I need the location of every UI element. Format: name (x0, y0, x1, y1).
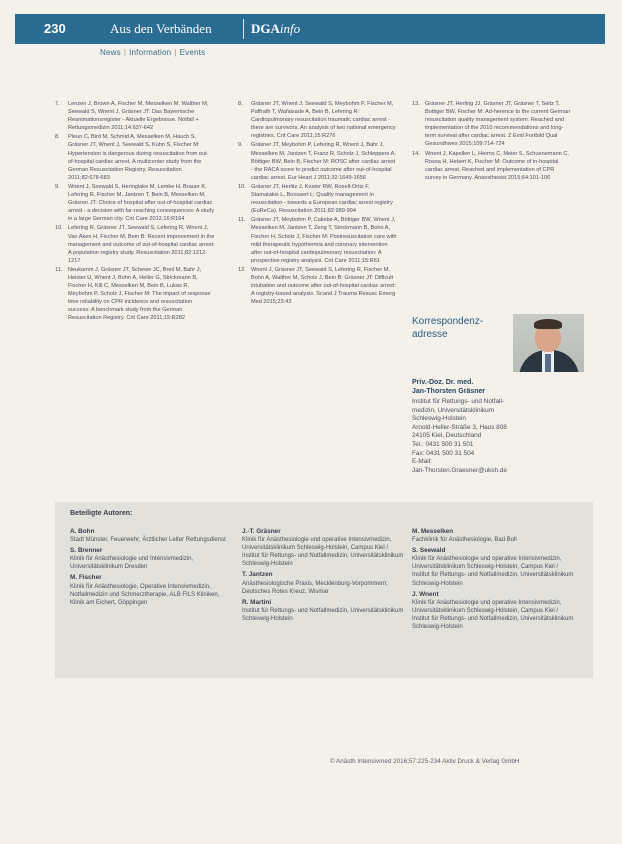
reference-number: 10. (238, 183, 246, 190)
address-line: medizin, Universitätsklinikum (412, 406, 495, 414)
reference-column-2 (238, 100, 398, 307)
brand-suffix: info (279, 21, 301, 36)
author-affiliation: Fachklinik für Anästhesiologie, Bad Boll (412, 537, 517, 544)
author-name: S. Seewald (412, 547, 446, 555)
authors-column-3 (412, 526, 577, 634)
author-name: J.-T. Gräsner (242, 528, 281, 535)
phone-line: Tel.: 0431 500 31 501 (412, 440, 474, 448)
reference-column-3 (412, 100, 572, 183)
brand-prefix: DGA (251, 21, 280, 36)
header-bar (15, 14, 605, 44)
reference-item (238, 100, 398, 140)
reference-text: Wnent J, Kapellen L, Herms C, Meier S, Schuenemann C, Rossa H, Hebert K, Fischer M: Outcome of in-hospital cardiac arrest. Reached and implementation of CPR survey in Germany. Anaesthesist 2015;64:101-106 (425, 150, 569, 181)
correspondence-title: Korrespondenz-adresse (412, 316, 484, 340)
author-affiliation: Klinik für Anästhesiologie und operative Intensivmedizin, Universitätsklinikum Schleswig-Holstein, Campus Kiel / Institut für Rettungs- und Notfallmedizin, Universitätsklinikum Schleswig-Holstein (412, 599, 574, 631)
reference-item (238, 266, 398, 306)
email-label: E-Mail: (412, 458, 432, 466)
address-line: 24105 Kiel, Deutschland (412, 432, 482, 440)
correspondence-name (412, 378, 572, 396)
reference-text: Gräsner JT, Meybohm P, Lefering R, Wnent J, Bahr J, Messelken M, Jantzen T, Franz R, Scholz J, Schleppers A, Böttiger BW, Bein B, Fischer M: ROSC after cardiac arrest - the RACA score to predict outcome after out-of-hospital cardiac arrest. Eur Heart J 2011;32:1649-1656 (251, 142, 396, 181)
reference-text: Wnent J, Seewald S, Heringlake M, Lemke H, Brauer K, Lefering R, Fischer M, Jantzen T, Bein B, Messelken M, Gräsner JT: Choice of hospital after out-of-hospital cardiac arrest - a decision with far-reaching consequences: A study in a large German city. Crit Care 2012;16:R164 (68, 183, 215, 223)
reference-number: 7. (55, 101, 60, 107)
author-name: S. Brenner (70, 547, 103, 555)
reference-text: Gräsner JT, Wnent J, Seewald S, Meybohm P, Fischer M, Paffrath T, Wafaisade A, Bein B, Lefering R: Cardiopulmonary resuscitation traumatic cardiac arrest - there are survivors. An analysis of two national emergency registries. Crit Care 2011;15:R276 (251, 101, 396, 140)
correspondence-name-line1: Priv.-Doz. Dr. med. (412, 379, 474, 386)
subnav: News | Information | Events (100, 48, 206, 57)
reference-item (55, 183, 215, 223)
address-line: Arnold-Heller-Straße 3, Haus 808 (412, 423, 507, 431)
reference-text: Neukamm J, Gräsner JT, Schewe JC, Breil M, Bahr J, Heister U, Wnent J, Bohn A, Heller G, Strickmann B, Fischer H, Kill C, Messelken M, Bein B, Lukas R, Meybohm P, Scholz J, Fischer M: The impact of response time reliability on CPR incidence and resuscitation success: A benchmark study from the German Resuscitation Registry. Crit Care 2011;15:R282 (68, 266, 211, 322)
reference-item (238, 183, 398, 215)
reference-number: 9. (238, 142, 243, 149)
page-footer: © Anästh Intensivmed 2016;57:225-234 Aktiv Druck & Verlag GmbH (330, 758, 520, 765)
reference-item (412, 150, 572, 182)
author-affiliation: Stadt Münster, Feuerwehr; Ärztlicher Leiter Rettungsdienst (70, 537, 226, 544)
author-name: J. Wnent (412, 590, 439, 598)
reference-item (238, 141, 398, 181)
reference-number: 13. (412, 101, 420, 107)
reference-number: 12. (238, 266, 246, 273)
reference-item (238, 216, 398, 265)
reference-text: Gräsner JT, Herling JJ, Gräsner JT, Gräsner T, Seitz T, Bottiger BW, Fischer M: Ad-herence to the current German resuscitation quality management system. Reached and implementation of the 2010 recommendations and long-term survival after cardiac arrest. Z Evid Fortbild Qual Gesundhwes 2015;109:714-724 (425, 101, 571, 148)
reference-text: Lefering R, Gräsner JT, Seewald S, Lefering R, Wnent J, Van Aken H, Fischer M, Bein B: Recent improvement in the management and outcome of out-of-hospital cardiac arrest: A population registry study. Resuscitation 2011;82:1212-1217 (68, 225, 215, 264)
section-title: Aus den Verbänden (110, 21, 212, 36)
reference-number: 10. (55, 225, 63, 232)
subnav-events[interactable]: Events (179, 48, 206, 57)
authors-title: Beteiligte Autoren: (70, 510, 133, 517)
reference-number: 8. (55, 134, 60, 141)
subnav-information[interactable]: Information (129, 48, 172, 57)
subnav-news[interactable]: News (100, 48, 121, 57)
reference-item (55, 133, 215, 182)
correspondence-address (412, 398, 582, 475)
fax-line: Fax: 0431 500 31 504 (412, 449, 475, 457)
correspondence-box (412, 314, 584, 372)
author-photo (513, 314, 584, 372)
reference-text: Pleun C, Bird M, Schmid A, Messelken M, Hauch S, Gräsner JT, Wnent J, Seewald S, Kuhn S, Fischer M: Hypertension is dangerous during resuscitation from out-of-hospital cardiac arrest. A multicenter study from the German Resuscitation Registry. Resuscitation 2011;82:678-683 (68, 134, 209, 181)
address-line: Schleswig-Holstein (412, 415, 466, 423)
reference-item (55, 224, 215, 264)
correspondence-name-line2: Jan-Thorsten Gräsner (412, 388, 486, 395)
author-affiliation: Klinik für Anästhesiologie und Intensivmedizin, Universitätsklinikum Dresden (70, 556, 194, 571)
reference-text: Lenzen J, Brown A, Fischer M, Messelken M, Walther M, Seewald S, Wnent J, Gräsner JT: Das Bayernische Reanimationsregister - Aktuelle Ergebnisse. Notfall + Rettungsmedizin 2011;14:637-642 (68, 101, 209, 132)
author-affiliation: Institut für Rettungs- und Notfallmedizin, Universitätsklinikum Schleswig-Holstein (242, 607, 404, 622)
author-name: M. Fischer (70, 574, 102, 582)
authors-box (55, 502, 593, 678)
reference-text: Wnent J, Gräsner JT, Seewald S, Lefering R, Fischer M, Bohn A, Walther M, Scholz J, Bein B: Gräsner JT: Difficult intubation and outcome after out-of-hospital cardiac arrest: A registry-based analysis. Scand J Trauma Resusc Emerg Med 2015;23:43 (251, 266, 396, 306)
author-affiliation: Klinik für Anästhesiologie und operative Intensivmedizin, Universitätsklinikum Schleswig-Holstein, Campus Kiel / Institut für Rettungs- und Notfallmedizin, Universitätsklinikum Schleswig-Holstein (412, 556, 574, 587)
author-affiliation: Klinik für Anästhesiologie und operative Intensivmedizin, Universitätsklinikum Schleswig-Holstein, Campus Kiel / Institut für Rettungs- und Notfallmedizin, Universitätsklinikum Schleswig-Holstein (242, 537, 404, 568)
author-affiliation: Anästhesiologische Praxis, Mecklenburg-Vorpommern; Deutsches Rotes Kreuz, Wismar (242, 580, 388, 595)
brand-title (251, 21, 300, 37)
email-link[interactable]: Jan-Thorsten.Graesner@uksh.de (412, 466, 507, 474)
reference-column-1 (55, 100, 215, 324)
address-line: Institut für Rettungs- und Notfall- (412, 398, 504, 405)
author-name: T. Jantzen (242, 571, 273, 579)
reference-text: Gräsner JT, Herlitz J, Koster RW, Rosell-Ortiz F, Stamatakis L, Bossaert L: Quality management in resuscitation - towards a European cardiac arrest registry (EuReCa). Resuscitation 2011;82:989-994 (251, 183, 393, 215)
reference-text: Gräsner JT, Meybohm P, Caliebe A, Böttiger BW, Wnent J, Messelken M, Jantzen T, Zeng T, Strickmann B, Bohn A, Fischer H, Scholz J, Fischer M: Postresuscitation care with mild therapeutic hypothermia and coronary intervention after out-of-hospital cardiopulmonary resuscitation: A prospective registry analysis. Crit Care 2011;15:R61 (251, 217, 397, 264)
header-divider (243, 19, 244, 39)
reference-number: 11. (238, 217, 246, 224)
author-name: M. Messelken (412, 528, 454, 535)
reference-number: 14. (412, 150, 420, 157)
author-name: R. Martini (242, 598, 272, 606)
author-name: A. Bohn (70, 528, 95, 535)
reference-item (55, 266, 215, 323)
page-number: 230 (44, 21, 66, 36)
authors-column-1 (70, 526, 235, 610)
reference-number: 8. (238, 101, 243, 107)
reference-item (412, 100, 572, 149)
authors-column-2 (242, 526, 407, 626)
reference-item (55, 100, 215, 132)
reference-number: 11. (55, 266, 63, 273)
author-affiliation: Klinik für Anästhesiologie, Operative Intensivmedizin, Notfallmedizin und Schmerztherapie, ALB FILS Kliniken, Klinik am Eichert, Göppingen (70, 583, 220, 606)
reference-number: 9. (55, 183, 60, 190)
